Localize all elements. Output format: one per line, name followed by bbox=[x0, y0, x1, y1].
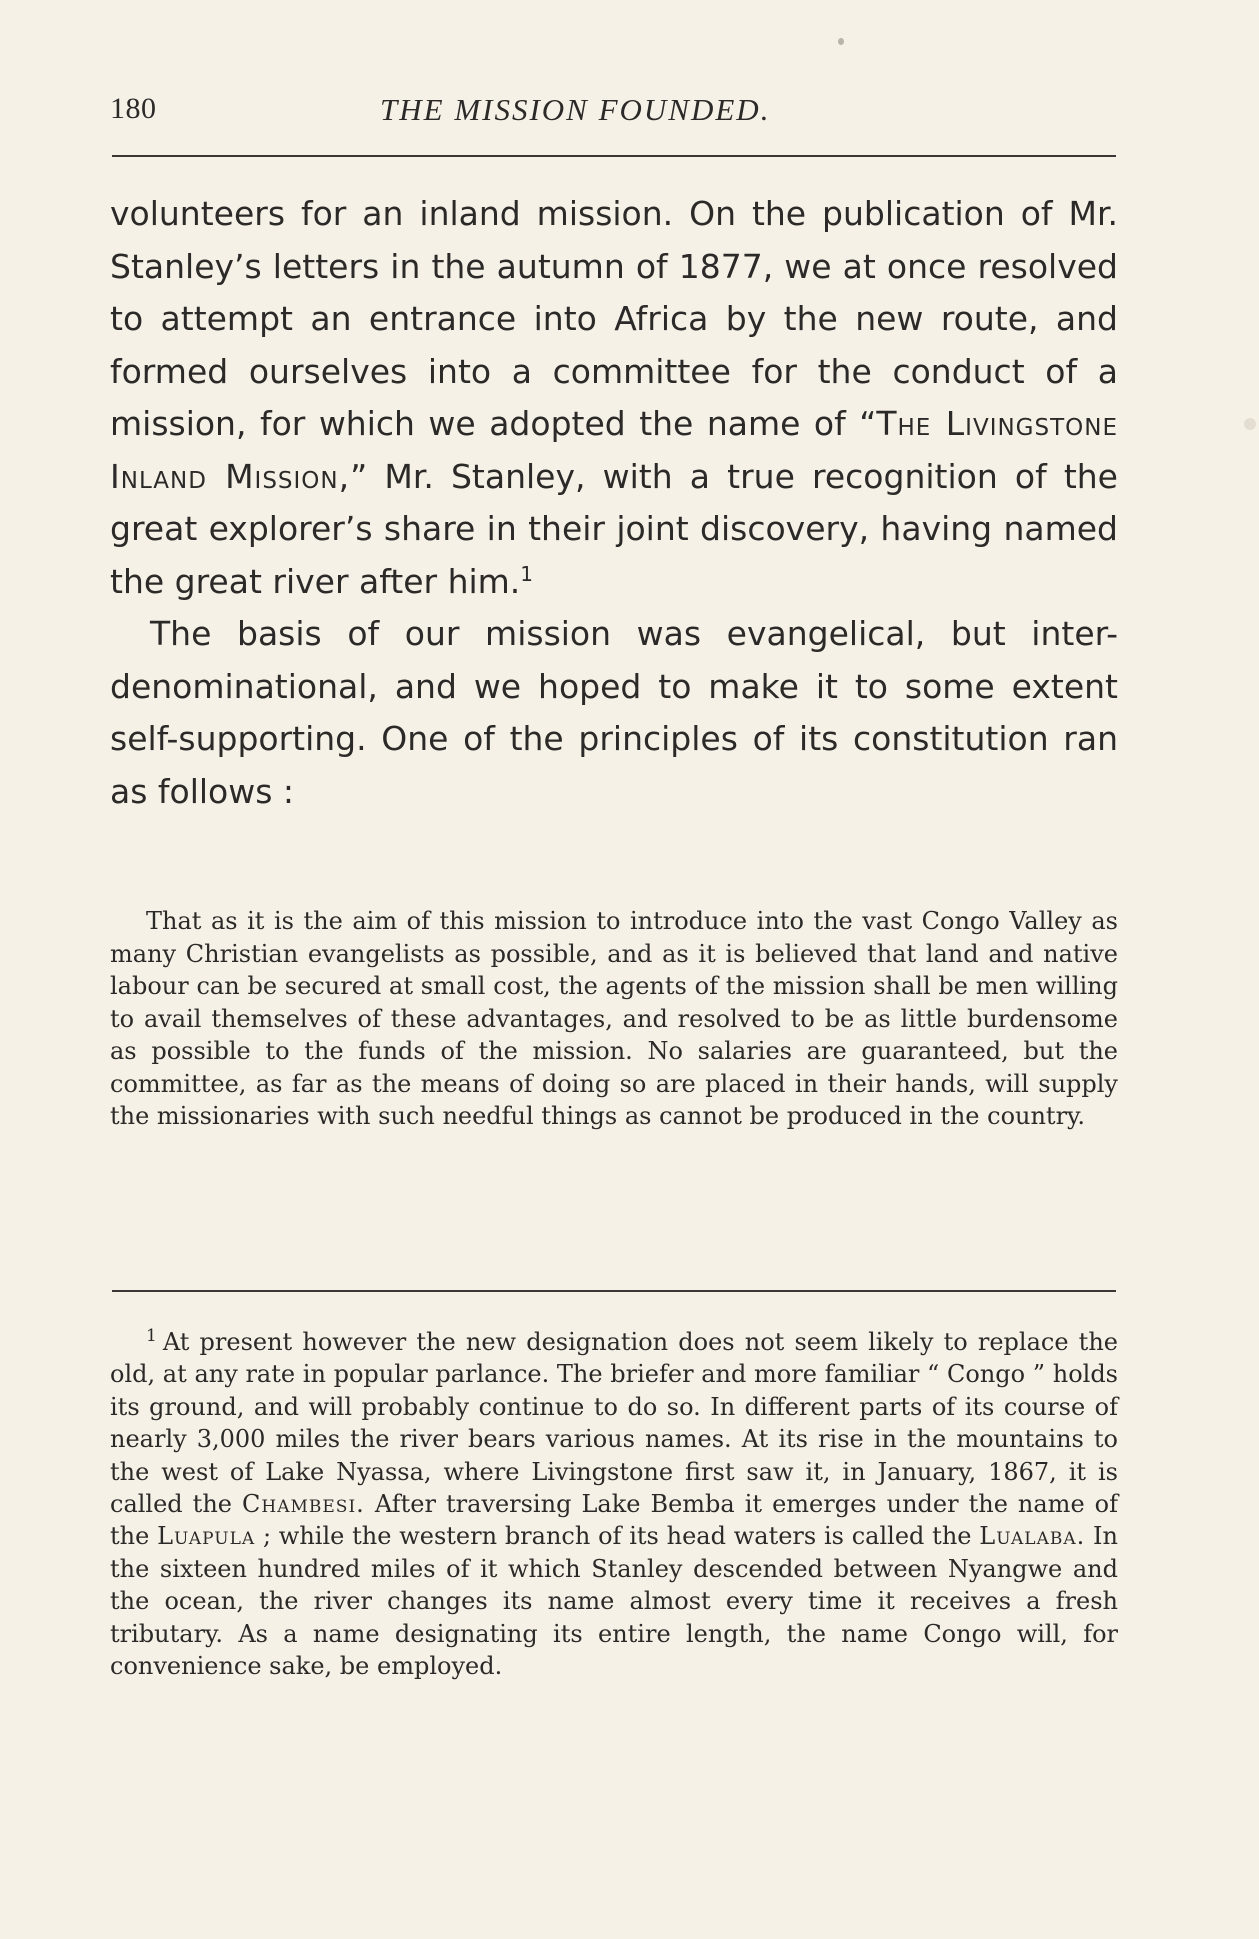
running-title: THE MISSION FOUNDED. bbox=[380, 92, 771, 127]
footnote bbox=[110, 1326, 1118, 1682]
footnote-rule bbox=[112, 1290, 1116, 1292]
main-text bbox=[110, 188, 1118, 818]
footnote-text-2: After traversing Lake Bemba it emerges under the name of the bbox=[110, 1490, 1118, 1551]
paragraph-2: The basis of our mission was evangelical, but inter-denominational, and we hoped to make it to some extent self-supporting. One of the principles of its constitution ran as follows : bbox=[110, 614, 1118, 811]
paper-speck bbox=[1244, 418, 1256, 430]
river-name-chambesi: Chambesi. bbox=[242, 1490, 365, 1519]
running-head bbox=[110, 92, 1118, 140]
book-page bbox=[110, 0, 1118, 1939]
constitution-quote: That as it is the aim of this mission to introduce into the vast Congo Valley as many Christian evangelists as possible, and as it is believed that land and native labour can be secured at small cost, the agents of the mission shall be men willing to avail themselves of these advantages, and resolved to be as little burdensome as possible to the funds of the mission. No salaries are guaranteed, but the committee, as far as the means of doing so are placed in their hands, will supply the missionaries with such needful things as cannot be produced in the country. bbox=[110, 907, 1118, 1130]
header-rule bbox=[112, 155, 1116, 157]
footnote-text-4: In the sixteen hundred miles of it which Stanley descended between Nyangwe and the ocean, the river changes its name almost every time it receives a fresh tributary. As a name designating its entire length, the name Congo will, for convenience sake, be employed. bbox=[110, 1522, 1118, 1681]
paper-speck bbox=[838, 38, 844, 45]
page-number: 180 bbox=[110, 92, 157, 125]
footnote-reference[interactable]: 1 bbox=[520, 561, 534, 586]
paragraph-1 bbox=[110, 188, 1118, 608]
river-name-luapula: Luapula bbox=[157, 1522, 256, 1551]
footnote-text-1: At present however the new designation does not seem likely to replace the old, at any rate in popular parlance. The briefer and more familiar “ Congo ” holds its ground, and will probably continue to do so. In different parts of its course of nearly 3,000 miles the river bears various names. At its rise in the mountains to the west of Lake Nyassa, where Livingstone first saw it, in January, 1867, it is called the bbox=[110, 1328, 1118, 1519]
paragraph-1-text-end: ” Mr. Stanley, with a true recognition of the great explorer’s share in their joint discovery, having named the great river after him. bbox=[110, 456, 1118, 601]
river-name-lualaba: Lualaba. bbox=[979, 1522, 1086, 1551]
footnote-mark: 1 bbox=[146, 1326, 157, 1346]
footnote-text-3: ; while the western branch of its head waters is called the bbox=[262, 1522, 972, 1551]
mission-name: The Livingstone Inland Mission, bbox=[110, 404, 1118, 496]
paragraph-1-text: volunteers for an inland mission. On the publication of Mr. Stanley’s letters in the autumn of 1877, we at once resolved to attempt an entrance into Africa by the new route, and formed ourselves into a committee for the conduct of a mission, for which we adopted the name of “ bbox=[110, 194, 1118, 443]
